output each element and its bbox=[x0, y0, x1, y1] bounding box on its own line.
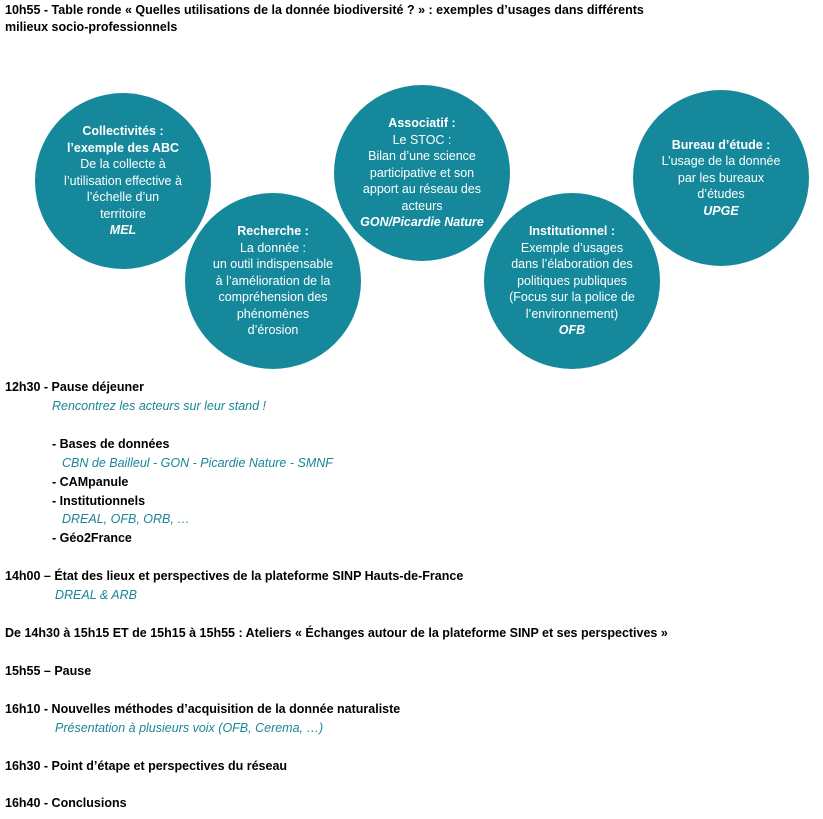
lunch-note: Rencontrez les acteurs sur leur stand ! bbox=[52, 399, 266, 413]
circle-text: l’utilisation effective à bbox=[64, 173, 182, 188]
circle-text: compréhension des bbox=[218, 290, 328, 305]
circle-text: apport au réseau des bbox=[362, 182, 482, 197]
header-line-2: milieux socio-professionnels bbox=[5, 20, 178, 34]
institutionnels-item: - Institutionnels bbox=[52, 494, 146, 508]
circle-text: De la collecte à bbox=[80, 157, 166, 172]
campanule-item: - CAMpanule bbox=[52, 475, 129, 489]
reseau-heading: 16h30 - Point d’étape et perspectives du réseau bbox=[5, 759, 288, 773]
methodes-note: Présentation à plusieurs voix (OFB, Cerema, …) bbox=[55, 721, 324, 735]
circle-title: Recherche : bbox=[237, 224, 309, 239]
circle-org: GON/Picardie Nature bbox=[360, 215, 484, 230]
bases-note: CBN de Bailleul - GON - Picardie Nature - SMNF bbox=[62, 456, 333, 470]
lunch-heading: 12h30 - Pause déjeuner bbox=[5, 380, 144, 394]
bases-item: - Bases de données bbox=[52, 437, 170, 451]
circle-title: Institutionnel : bbox=[528, 224, 616, 239]
circle-title: Collectivités : bbox=[82, 124, 164, 139]
circle-text: participative et son bbox=[369, 165, 475, 180]
circle-text: dans l’élaboration des bbox=[511, 257, 633, 272]
circle-text: d’études bbox=[697, 187, 745, 202]
institutionnels-note: DREAL, OFB, ORB, … bbox=[62, 512, 190, 526]
geo2france-item: - Géo2France bbox=[52, 531, 132, 545]
circle-text: acteurs bbox=[401, 198, 443, 213]
circle-text: L’usage de la donnée bbox=[661, 154, 781, 169]
methodes-heading: 16h10 - Nouvelles méthodes d’acquisition de la donnée naturaliste bbox=[5, 702, 401, 716]
circle-text: Bilan d’une science bbox=[368, 149, 476, 164]
sinp-note: DREAL & ARB bbox=[55, 588, 137, 602]
circle-text: un outil indispensable bbox=[212, 257, 334, 272]
circle-text: d’érosion bbox=[247, 323, 299, 338]
circle-text: l’échelle d’un bbox=[86, 190, 160, 205]
header-line-1: 10h55 - Table ronde « Quelles utilisations de la donnée biodiversité ? » : exemples d’usages dans différents bbox=[5, 3, 644, 17]
circle-text: territoire bbox=[100, 206, 146, 221]
circle-associatif bbox=[334, 85, 510, 261]
circle-title: Associatif : bbox=[388, 116, 456, 131]
circle-institutionnel bbox=[484, 193, 660, 369]
circle-text: phénomènes bbox=[236, 306, 310, 321]
circle-org: MEL bbox=[109, 223, 137, 238]
sinp-heading: 14h00 – État des lieux et perspectives de la plateforme SINP Hauts-de-France bbox=[5, 569, 464, 583]
circle-org: OFB bbox=[558, 323, 586, 338]
circle-text: (Focus sur la police de bbox=[509, 290, 635, 305]
circle-text: à l’amélioration de la bbox=[215, 273, 331, 288]
circle-recherche bbox=[185, 193, 361, 369]
circle-text: politiques publiques bbox=[517, 273, 627, 288]
circle-collectivites bbox=[35, 93, 211, 269]
circle-bureau-etude bbox=[633, 90, 809, 266]
ateliers-heading: De 14h30 à 15h15 ET de 15h15 à 15h55 : Ateliers « Échanges autour de la plateforme SINP et ses perspectives » bbox=[5, 626, 668, 640]
circle-title: Bureau d’étude : bbox=[671, 137, 771, 152]
circle-text: Exemple d’usages bbox=[520, 240, 624, 255]
circle-org: UPGE bbox=[703, 203, 739, 218]
circle-text: La donnée : bbox=[239, 240, 307, 255]
pause-heading: 15h55 – Pause bbox=[5, 664, 92, 678]
circle-text: par les bureaux bbox=[677, 170, 765, 185]
circle-text: Le STOC : bbox=[392, 132, 452, 147]
conclusions-heading: 16h40 - Conclusions bbox=[5, 796, 127, 810]
circle-text: l’environnement) bbox=[525, 306, 619, 321]
session-header bbox=[5, 2, 745, 36]
circle-title: l’exemple des ABC bbox=[66, 140, 180, 155]
